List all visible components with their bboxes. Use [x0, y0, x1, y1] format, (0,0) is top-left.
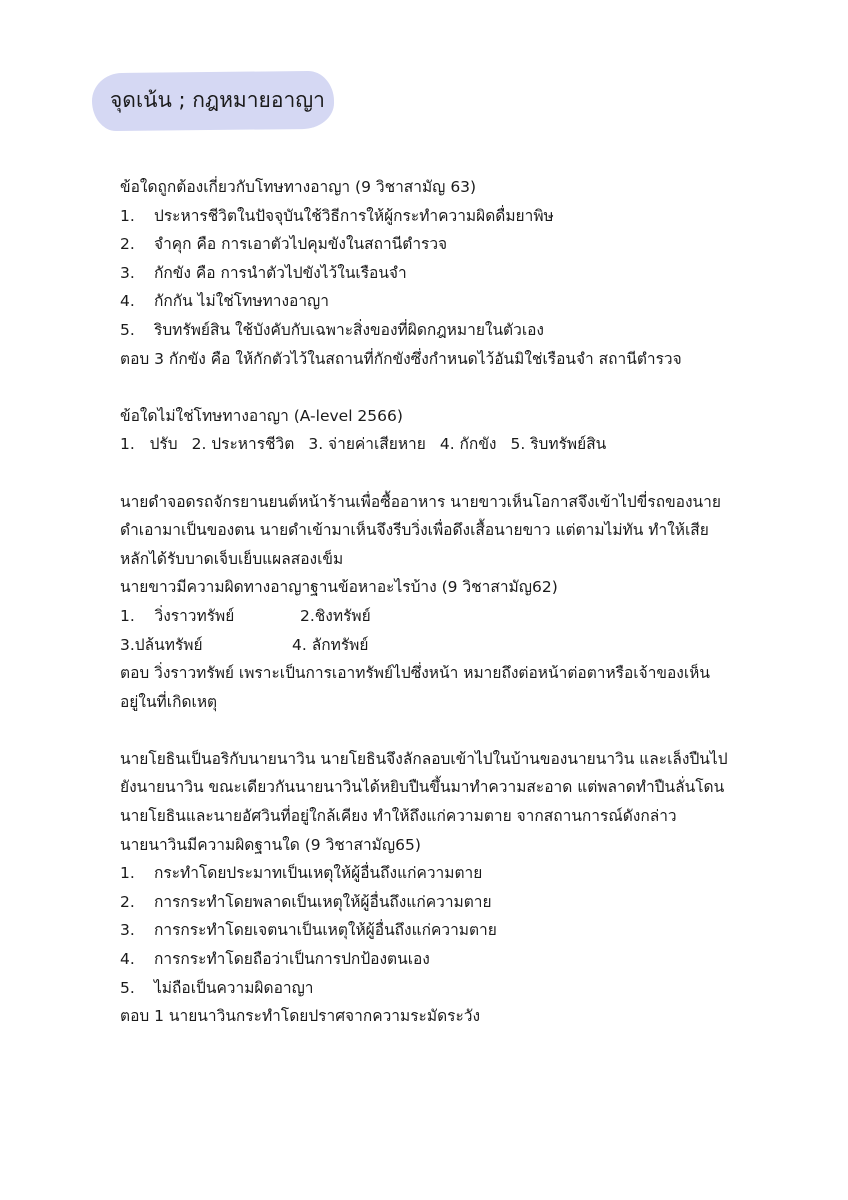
q2-option: 4. กักขัง: [439, 435, 497, 454]
document-content: [120, 173, 760, 1031]
spacer: [120, 459, 760, 488]
q2-option: 1. ปรับ: [120, 435, 178, 454]
option-text: กระทำโดยประมาทเป็นเหตุให้ผู้อื่นถึงแก่ความตาย: [154, 864, 483, 883]
option-number: 4.: [120, 292, 135, 311]
title-block: [106, 80, 325, 120]
option-text: การกระทำโดยถือว่าเป็นการปกป้องตนเอง: [154, 950, 430, 969]
page-title: จุดเน้น ; กฎหมายอาญา: [110, 88, 325, 112]
q3-option: 2.ชิงทรัพย์: [300, 606, 371, 625]
q1-option: [120, 230, 760, 259]
q2-options: [120, 430, 760, 459]
q4-option: [120, 974, 760, 1003]
q2-option: 3. จ่ายค่าเสียหาย: [308, 435, 426, 454]
q1-option: [120, 287, 760, 316]
q1-option: [120, 259, 760, 288]
spacer: [120, 373, 760, 402]
q3-question: นายขาวมีความผิดทางอาญาฐานข้อหาอะไรบ้าง (9 วิชาสามัญ62): [120, 578, 558, 597]
option-number: 3.: [120, 263, 135, 282]
q4-option: [120, 916, 760, 945]
option-number: 4.: [120, 950, 135, 969]
q3-option: 3.ปล้นทรัพย์: [120, 635, 203, 654]
q2-question: ข้อใดไม่ใช่โทษทางอาญา (A-level 2566): [120, 406, 403, 425]
option-text: ริบทรัพย์สิน ใช้บังคับกับเฉพาะสิ่งของที่ผิดกฎหมายในตัวเอง: [154, 320, 545, 339]
option-text: จำคุก คือ การเอาตัวไปคุมขังในสถานีตำรวจ: [154, 235, 448, 254]
q4-question: นายนาวินมีความผิดฐานใด (9 วิชาสามัญ65): [120, 835, 421, 854]
q3-answer: ตอบ วิ่งราวทรัพย์ เพราะเป็นการเอาทรัพย์ไปซึ่งหน้า หมายถึงต่อหน้าต่อตาหรือเจ้าของเห็น: [120, 664, 710, 683]
option-number: 1.: [120, 864, 135, 883]
q2-option: 2. ประหารชีวิต: [191, 435, 295, 454]
option-text: กักกัน ไม่ใช่โทษทางอาญา: [154, 292, 329, 311]
q3-options-row: [120, 631, 760, 660]
q1-option: [120, 202, 760, 231]
option-number: 2.: [120, 892, 135, 911]
q4-story-line: นายโยธินเป็นอริกับนายนาวิน นายโยธินจึงลักลอบเข้าไปในบ้านของนายนาวิน และเล็งปืนไป: [120, 749, 728, 768]
q4-option: [120, 888, 760, 917]
q3-story-line: ดำเอามาเป็นของตน นายดำเข้ามาเห็นจึงรีบวิ่งเพื่อดึงเสื้อนายขาว แต่ตามไม่ทัน ทำให้เสีย: [120, 521, 709, 540]
q1-answer: ตอบ 3 กักขัง คือ ให้กักตัวไว้ในสถานที่กักขังซึ่งกำหนดไว้อันมิใช่เรือนจำ สถานีตำรวจ: [120, 349, 682, 368]
spacer: [120, 716, 760, 745]
q4-option: [120, 859, 760, 888]
q1-option: [120, 316, 760, 345]
option-number: 2.: [120, 235, 135, 254]
option-number: 5.: [120, 978, 135, 997]
option-text: ไม่ถือเป็นความผิดอาญา: [154, 978, 314, 997]
q3-story-line: หลักได้รับบาดเจ็บเย็บแผลสองเข็ม: [120, 549, 344, 568]
option-number: 5.: [120, 320, 135, 339]
q2-option: 5. ริบทรัพย์สิน: [510, 435, 607, 454]
q3-option: 4. ลักทรัพย์: [292, 635, 369, 654]
q1-question: ข้อใดถูกต้องเกี่ยวกับโทษทางอาญา (9 วิชาสามัญ 63): [120, 178, 477, 196]
q4-answer: ตอบ 1 นายนาวินกระทำโดยปราศจากความระมัดระวัง: [120, 1007, 481, 1026]
option-text: การกระทำโดยเจตนาเป็นเหตุให้ผู้อื่นถึงแก่ความตาย: [154, 921, 497, 940]
option-number: 3.: [120, 921, 135, 940]
q4-story-line: ยังนายนาวิน ขณะเดียวกันนายนาวินได้หยิบปืนขึ้นมาทำความสะอาด แต่พลาดทำปืนลั่นโดน: [120, 778, 725, 797]
option-text: การกระทำโดยพลาดเป็นเหตุให้ผู้อื่นถึงแก่ความตาย: [154, 892, 492, 911]
q3-options-row: [120, 602, 760, 631]
option-number: 1.: [120, 206, 135, 225]
q3-story-line: นายดำจอดรถจักรยานยนต์หน้าร้านเพื่อซื้ออาหาร นายขาวเห็นโอกาสจึงเข้าไปขี่รถของนาย: [120, 492, 721, 511]
q3-answer: อยู่ในที่เกิดเหตุ: [120, 692, 218, 711]
q3-option: 1. วิ่งราวทรัพย์: [120, 606, 235, 625]
q4-story-line: นายโยธินและนายอัศวินที่อยู่ใกล้เคียง ทำให้ถึงแก่ความตาย จากสถานการณ์ดังกล่าว: [120, 807, 677, 826]
option-text: กักขัง คือ การนำตัวไปขังไว้ในเรือนจำ: [154, 263, 407, 282]
q4-option: [120, 945, 760, 974]
option-text: ประหารชีวิตในปัจจุบันใช้วิธีการให้ผู้กระทำความผิดดื่มยาพิษ: [154, 206, 554, 225]
